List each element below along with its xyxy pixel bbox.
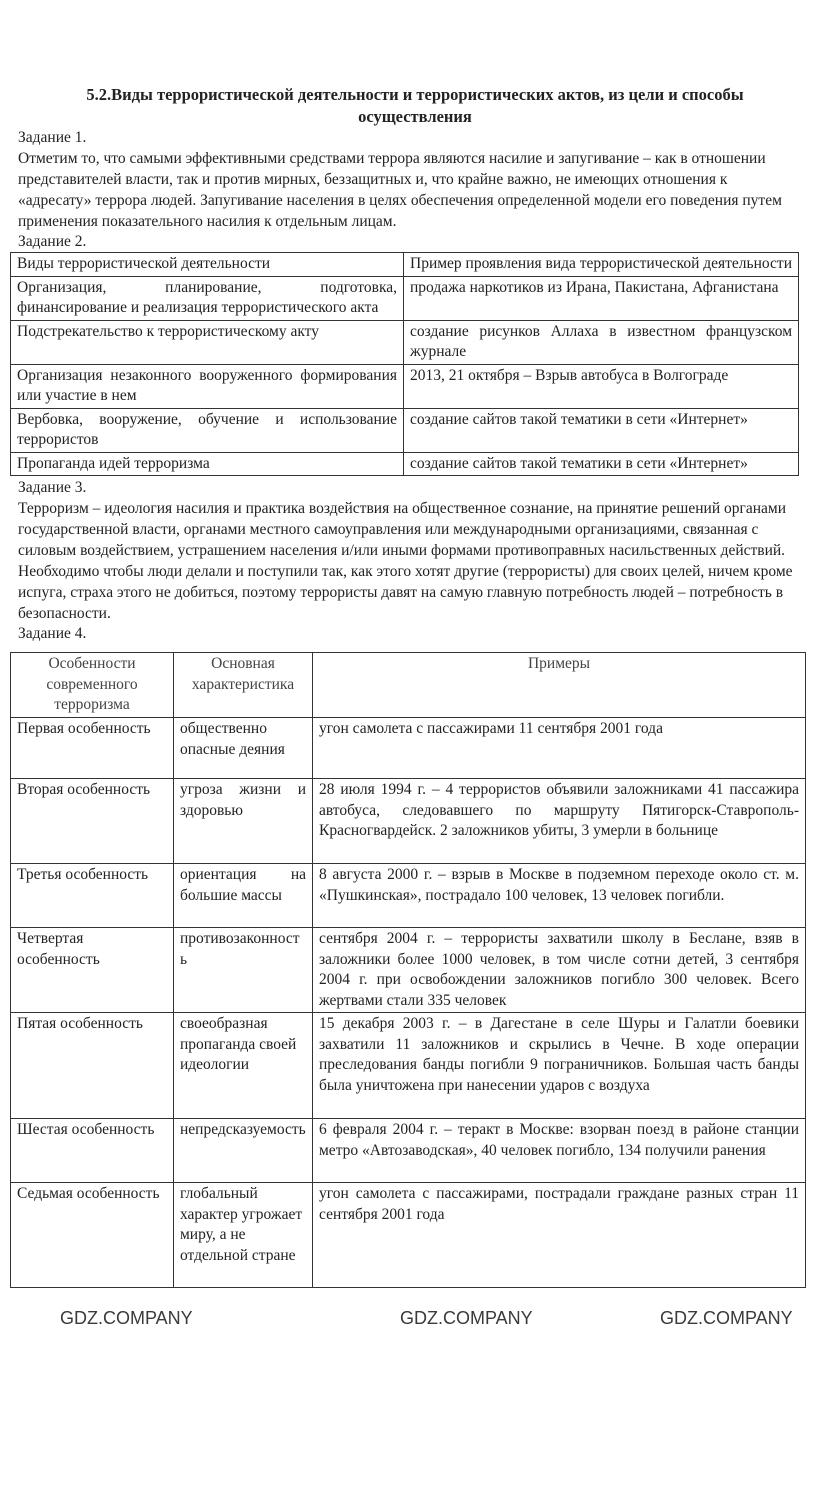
task3-label: Задание 3.	[18, 479, 87, 496]
table-row	[11, 1013, 806, 1119]
header-cell: Пример проявления вида террористической деятельности	[404, 253, 799, 277]
example-cell: угон самолета с пассажирами 11 сентября 2001 года	[313, 718, 806, 779]
example-cell: 8 августа 2000 г. – взрыв в Москве в подземном переходе около ст. м. «Пушкинская», пострадало 100 человек, 13 человек погибли.	[313, 864, 806, 928]
table-row	[11, 320, 799, 364]
type-cell: Подстрекательство к террористическому акту	[11, 320, 404, 364]
example-cell: сентября 2004 г. – террористы захватили школу в Беслане, взяв в заложники более 1000 человек, в том числе сотни детей, 3 сентября 2004 г. при освобождении заложников погибло 300 человек. Всего жертвами стали 335 человек	[313, 928, 806, 1013]
task1-text: Отметим то, что самыми эффективными средствами террора являются насилие и запугивание – как в отношении представителей власти, так и против мирных, беззащитных и, что крайне важно, не имеющих отношения к «адресату» террора людей. Запугивание населения в целях обеспечения определенной модели его поведения путем применения показательного насилия к отдельным лицам.	[18, 150, 782, 230]
table-row	[11, 864, 806, 928]
watermark-strip	[0, 1308, 828, 1368]
table-row	[11, 1119, 806, 1183]
characteristic-cell: противозаконность	[174, 928, 313, 1013]
terrorism-types-table	[10, 252, 799, 476]
table-row	[11, 364, 799, 408]
task3-text: Терроризм – идеология насилия и практика воздействия на общественное сознание, на принятие решений органами государственной власти, органами местного самоуправления или международными организациями, связанная с силовым воздействием, устрашением населения и/или иными формами противоправных насильственных действий. Необходимо чтобы люди делали и поступили так, как этого хотят другие (террористы) для своих целей, ничем кроме испуга, страха этого не добиться, поэтому террористы давят на самую главную потребность людей – потребность в безопасности.	[18, 500, 793, 622]
terrorism-features-table	[10, 652, 806, 1288]
characteristic-cell: глобальный характер угрожает миру, а не отдельной стране	[174, 1183, 313, 1288]
example-cell: создание сайтов такой тематики в сети «Интернет»	[404, 408, 799, 452]
page-title: 5.2.Виды террористической деятельности и террористических актов, из цели и способы осуществления	[86, 85, 744, 126]
table-row	[11, 779, 806, 864]
characteristic-cell: непредсказуемость	[174, 1119, 313, 1183]
header-cell: Примеры	[313, 653, 806, 718]
example-cell: продажа наркотиков из Ирана, Пакистана, Афганистана	[404, 276, 799, 320]
feature-cell: Вторая особенность	[11, 779, 174, 864]
example-cell: создание сайтов такой тематики в сети «Интернет»	[404, 452, 799, 476]
watermark: GDZ.COMPANY	[400, 1308, 533, 1328]
table-row	[11, 408, 799, 452]
characteristic-cell: общественно опасные деяния	[174, 718, 313, 779]
characteristic-cell: своеобразная пропаганда своей идеологии	[174, 1013, 313, 1119]
type-cell: Вербовка, вооружение, обучение и использование террористов	[11, 408, 404, 452]
example-cell: создание рисунков Аллаха в известном французском журнале	[404, 320, 799, 364]
header-cell: Особенности современного терроризма	[11, 653, 174, 718]
table-row	[11, 276, 799, 320]
example-cell: 15 декабря 2003 г. – в Дагестане в селе Шуры и Галатли боевики захватили 11 заложников и скрылись в Чечне. В ходе операции преследования банды погибли 9 пограничников. Большая часть банды была уничтожена при нанесении ударов с воздуха	[313, 1013, 806, 1119]
example-cell: 28 июля 1994 г. – 4 террористов объявили заложниками 41 пассажира автобуса, следовавшего по маршруту Пятигорск-Ставрополь-Красногвардейск. 2 заложников убиты, 3 умерли в больнице	[313, 779, 806, 864]
header-cell: Виды террористической деятельности	[11, 253, 404, 277]
header-cell: Основная характеристика	[174, 653, 313, 718]
task2-label: Задание 2.	[18, 233, 87, 250]
example-cell: 6 февраля 2004 г. – теракт в Москве: взорван поезд в районе станции метро «Автозаводская», 40 человек погибло, 134 получили ранения	[313, 1119, 806, 1183]
example-cell: 2013, 21 октября – Взрыв автобуса в Волгограде	[404, 364, 799, 408]
task1-label: Задание 1.	[18, 129, 87, 146]
feature-cell: Третья особенность	[11, 864, 174, 928]
table-row	[11, 718, 806, 779]
characteristic-cell: угроза жизни и здоровью	[174, 779, 313, 864]
task4-label: Задание 4.	[18, 625, 87, 642]
type-cell: Организация незаконного вооруженного формирования или участие в нем	[11, 364, 404, 408]
feature-cell: Первая особенность	[11, 718, 174, 779]
characteristic-cell: ориентация на большие массы	[174, 864, 313, 928]
table-row	[11, 452, 799, 476]
table-row	[11, 1183, 806, 1288]
table-header-row	[11, 253, 799, 277]
type-cell: Пропаганда идей терроризма	[11, 452, 404, 476]
table-row	[11, 928, 806, 1013]
example-cell: угон самолета с пассажирами, пострадали граждане разных стран 11 сентября 2001 года	[313, 1183, 806, 1288]
table-header-row	[11, 653, 806, 718]
feature-cell: Седьмая особенность	[11, 1183, 174, 1288]
feature-cell: Четвертая особенность	[11, 928, 174, 1013]
watermark: GDZ.COMPANY	[660, 1308, 793, 1328]
feature-cell: Шестая особенность	[11, 1119, 174, 1183]
type-cell: Организация, планирование, подготовка, финансирование и реализация террористического акта	[11, 276, 404, 320]
watermark: GDZ.COMPANY	[60, 1308, 193, 1328]
feature-cell: Пятая особенность	[11, 1013, 174, 1119]
